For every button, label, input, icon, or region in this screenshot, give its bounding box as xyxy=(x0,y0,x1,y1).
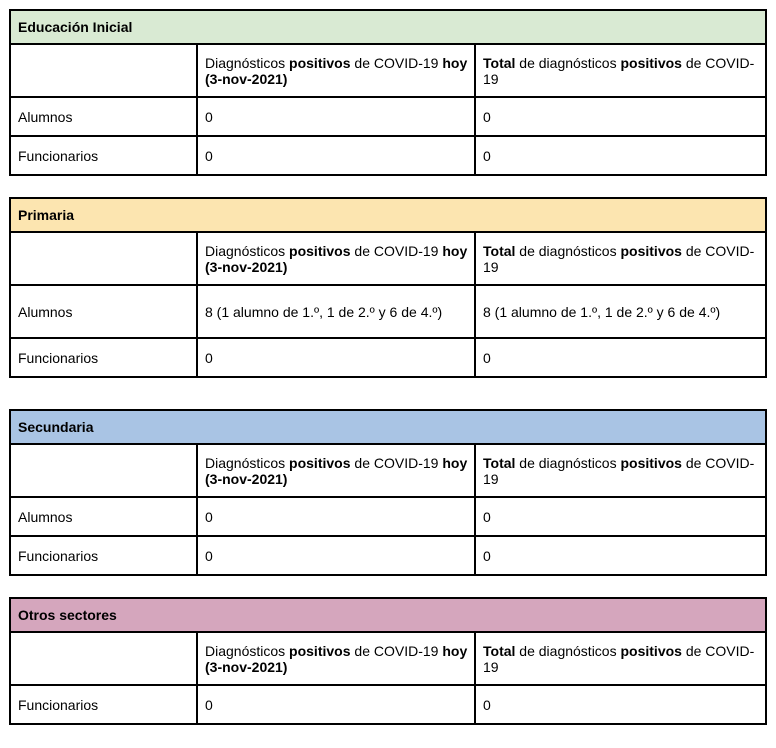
section-title-row xyxy=(10,410,766,444)
row-today-value: 0 xyxy=(197,497,475,536)
header-today: Diagnósticos positivos de COVID-19 hoy (3-nov-2021) xyxy=(197,632,475,685)
header-row xyxy=(10,444,766,497)
table-row xyxy=(10,536,766,575)
header-empty-cell xyxy=(10,632,197,685)
header-today: Diagnósticos positivos de COVID-19 hoy (3-nov-2021) xyxy=(197,444,475,497)
row-total-value: 0 xyxy=(475,136,766,175)
row-total-value: 0 xyxy=(475,338,766,377)
row-today-value: 8 (1 alumno de 1.º, 1 de 2.º y 6 de 4.º) xyxy=(197,285,475,338)
row-total-value: 0 xyxy=(475,685,766,724)
table-row xyxy=(10,136,766,175)
section-title: Secundaria xyxy=(10,410,766,444)
section-title-row xyxy=(10,10,766,44)
table-otros-sectores xyxy=(9,597,767,725)
row-label: Funcionarios xyxy=(10,338,197,377)
header-empty-cell xyxy=(10,44,197,97)
row-total-value: 8 (1 alumno de 1.º, 1 de 2.º y 6 de 4.º) xyxy=(475,285,766,338)
header-row xyxy=(10,44,766,97)
header-row xyxy=(10,232,766,285)
header-today: Diagnósticos positivos de COVID-19 hoy (3-nov-2021) xyxy=(197,232,475,285)
row-label: Alumnos xyxy=(10,497,197,536)
row-today-value: 0 xyxy=(197,536,475,575)
table-row xyxy=(10,685,766,724)
header-today: Diagnósticos positivos de COVID-19 hoy (3-nov-2021) xyxy=(197,44,475,97)
table-row xyxy=(10,97,766,136)
row-today-value: 0 xyxy=(197,136,475,175)
row-today-value: 0 xyxy=(197,97,475,136)
header-row xyxy=(10,632,766,685)
row-today-value: 0 xyxy=(197,685,475,724)
row-label: Alumnos xyxy=(10,97,197,136)
table-secundaria xyxy=(9,409,767,576)
section-title: Educación Inicial xyxy=(10,10,766,44)
header-total: Total de diagnósticos positivos de COVID-19 xyxy=(475,632,766,685)
table-row xyxy=(10,497,766,536)
header-total: Total de diagnósticos positivos de COVID-19 xyxy=(475,44,766,97)
row-label: Funcionarios xyxy=(10,685,197,724)
row-total-value: 0 xyxy=(475,536,766,575)
row-label: Funcionarios xyxy=(10,136,197,175)
row-total-value: 0 xyxy=(475,497,766,536)
header-empty-cell xyxy=(10,444,197,497)
row-label: Funcionarios xyxy=(10,536,197,575)
section-title: Otros sectores xyxy=(10,598,766,632)
row-today-value: 0 xyxy=(197,338,475,377)
table-row xyxy=(10,338,766,377)
row-total-value: 0 xyxy=(475,97,766,136)
header-total: Total de diagnósticos positivos de COVID-19 xyxy=(475,232,766,285)
table-educacion-inicial xyxy=(9,9,767,176)
section-title: Primaria xyxy=(10,198,766,232)
row-label: Alumnos xyxy=(10,285,197,338)
section-title-row xyxy=(10,598,766,632)
table-primaria xyxy=(9,197,767,378)
header-total: Total de diagnósticos positivos de COVID-19 xyxy=(475,444,766,497)
table-row xyxy=(10,285,766,338)
section-title-row xyxy=(10,198,766,232)
header-empty-cell xyxy=(10,232,197,285)
